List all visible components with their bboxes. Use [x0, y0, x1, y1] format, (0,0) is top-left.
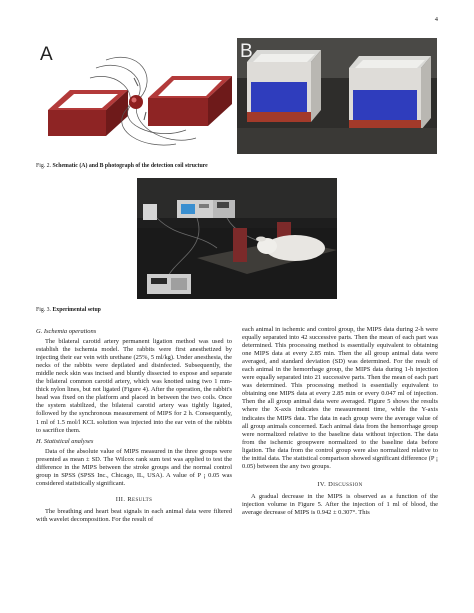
figure-3-photo: [137, 178, 337, 299]
right-column: [242, 326, 438, 517]
figure-3-caption-prefix: Fig. 3.: [36, 307, 51, 313]
photo-scale: [147, 274, 191, 294]
figure-2a-label: A: [40, 44, 53, 65]
section-g-title: G. Ischemia operations: [36, 328, 97, 335]
left-coil: [48, 90, 128, 136]
section-h-paragraph: Data of the absolute value of MIPS measured in the three groups were presented as mean ± SD. The Wilcox rank sum test was applied to test the difference in the MIPS between the stroke groups and the normal control group in SPSS (SPSS Inc., Chicago, IL, USA). A value of P ¡ 0.05 was considered statistically significant.: [36, 447, 232, 487]
section-iv-title: IV. Discussion: [317, 480, 363, 488]
center-sphere: [129, 95, 143, 109]
figure-2-caption-text: Schematic (A) and B photograph of the detection coil structure: [52, 163, 208, 169]
section-g-paragraph: The bilateral carotid artery permanent ligation method was used to establish the ischemia model. The rabbits were first anesthetized by injecting their ear vein with urethane (25%, 5 ml/kg). Under anesthesia, the necks of the rabbits were depilated and disinfected. Subsequently, the middle neck skin was incised and bluntly dissected to expose and separate the bilateral common carotid artery, which was knotted using two 1 mm-thick nylon lines, but not ligated (Figure 4). After the operation, the rabbit's head was fixed on the platform and placed in between the two coils. Once the system stabilized, the bilateral carotid artery was tightly ligated, followed by the synchronous measurement of MIPS for 2 h. Consequently, 1 ml of 1.5 mol/l KCL solution was injected into the ear vein of the rabbits to sacrifice them.: [36, 338, 232, 434]
right-coil: [148, 76, 232, 126]
section-iv-paragraph: A gradual decrease in the MIPS is observed as a function of the injection volume in Figure 5. After the injection of 1 ml of blood, the average decrease of MIPS is 0.942 ± 0.307°. This: [242, 492, 438, 516]
left-column: [36, 326, 232, 524]
photo-right-coil: [349, 56, 431, 130]
page-number: 4: [434, 16, 438, 23]
figure-2b-photo: [237, 38, 437, 154]
figure-2b-label: B: [240, 41, 253, 62]
figure-2a-schematic: [36, 38, 236, 154]
photo-left-coil: [247, 50, 321, 122]
section-iii-title: III. Results: [115, 495, 153, 503]
section-h-title: H. Statistical analyses: [36, 437, 94, 445]
figure-2-caption: [36, 163, 208, 170]
figure-3-caption-text: Experimental setup: [52, 307, 101, 313]
results-continuation-paragraph: each animal in ischemic and control group, the MIPS data during 2-h were equally separated into 42 successive parts. Then the mean of each part was determined. This processing method is essentially equivalent to obtaining one MIPS data at every 2.85 min. Then the all group animal data were averaged, and standard deviation (SD) was determined. For the result of each animal in the hemorrhage group, the MIPS data during 1-h injection were equally separated into 21 successive parts. Then the mean of each part was determined. This processing method is essentially equivalent to obtaining one MIPS data at every 2.85 min or every 0.047 ml of injection. Then the all group animal data were averaged. Figure 5 shows the results where the X-axis indicates the measurement time, while the Y-axis indicates the MIPS data. The data in each group were the average value of all group animals concerned. Each animal data from the hemorrhage group were normalized relative to the baseline data without injection. The data from the ischemic groupwere normalized to the baseline data before ligation. The data from the control group were also normalized relative to the initial data. The statistical comparison showed significant difference (P ¡ 0.05) between the any two groups.: [242, 326, 438, 470]
figure-2-caption-prefix: Fig. 2.: [36, 163, 51, 169]
figure-3-caption: [36, 307, 101, 314]
section-iii-paragraph: The breathing and heart beat signals in each animal data were filtered with wavelet decomposition. For the result of: [36, 507, 232, 523]
